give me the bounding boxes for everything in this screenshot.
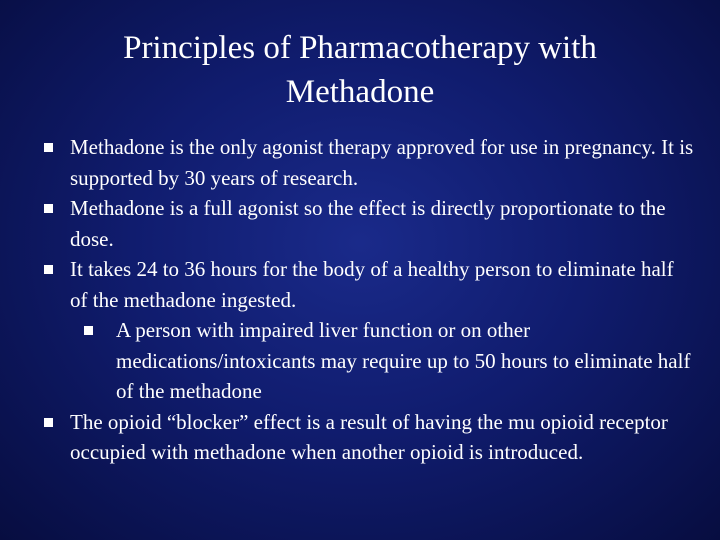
square-bullet-icon <box>44 204 53 213</box>
sub-bullet-text: A person with impaired liver function or on other medications/intoxicants may require up to 50 hours to eliminate half of the methadone <box>116 318 691 403</box>
title-line-2: Methadone <box>285 74 435 110</box>
bullet-text: The opioid “blocker” effect is a result of having the mu opioid receptor occupied with methadone when another opioid is introduced. <box>70 409 668 464</box>
bullet-item <box>44 254 694 407</box>
square-bullet-icon <box>44 143 53 152</box>
bullet-item <box>44 132 694 193</box>
bullet-text: It takes 24 to 36 hours for the body of a healthy person to eliminate half of the methadone ingested. <box>70 257 674 312</box>
bullet-text: Methadone is a full agonist so the effect is directly proportionate to the dose. <box>70 196 666 251</box>
sub-bullet-item <box>84 315 694 407</box>
slide-title <box>40 26 680 114</box>
sub-bullet-list <box>70 315 694 407</box>
square-bullet-icon <box>84 326 93 335</box>
title-line-1: Principles of Pharmacotherapy with <box>123 30 597 66</box>
bullet-text: Methadone is the only agonist therapy approved for use in pregnancy. It is supported by 30 years of research. <box>70 135 694 190</box>
bullet-item <box>44 193 694 254</box>
square-bullet-icon <box>44 418 53 427</box>
bullet-list <box>44 132 694 468</box>
bullet-item <box>44 407 694 468</box>
square-bullet-icon <box>44 265 53 274</box>
